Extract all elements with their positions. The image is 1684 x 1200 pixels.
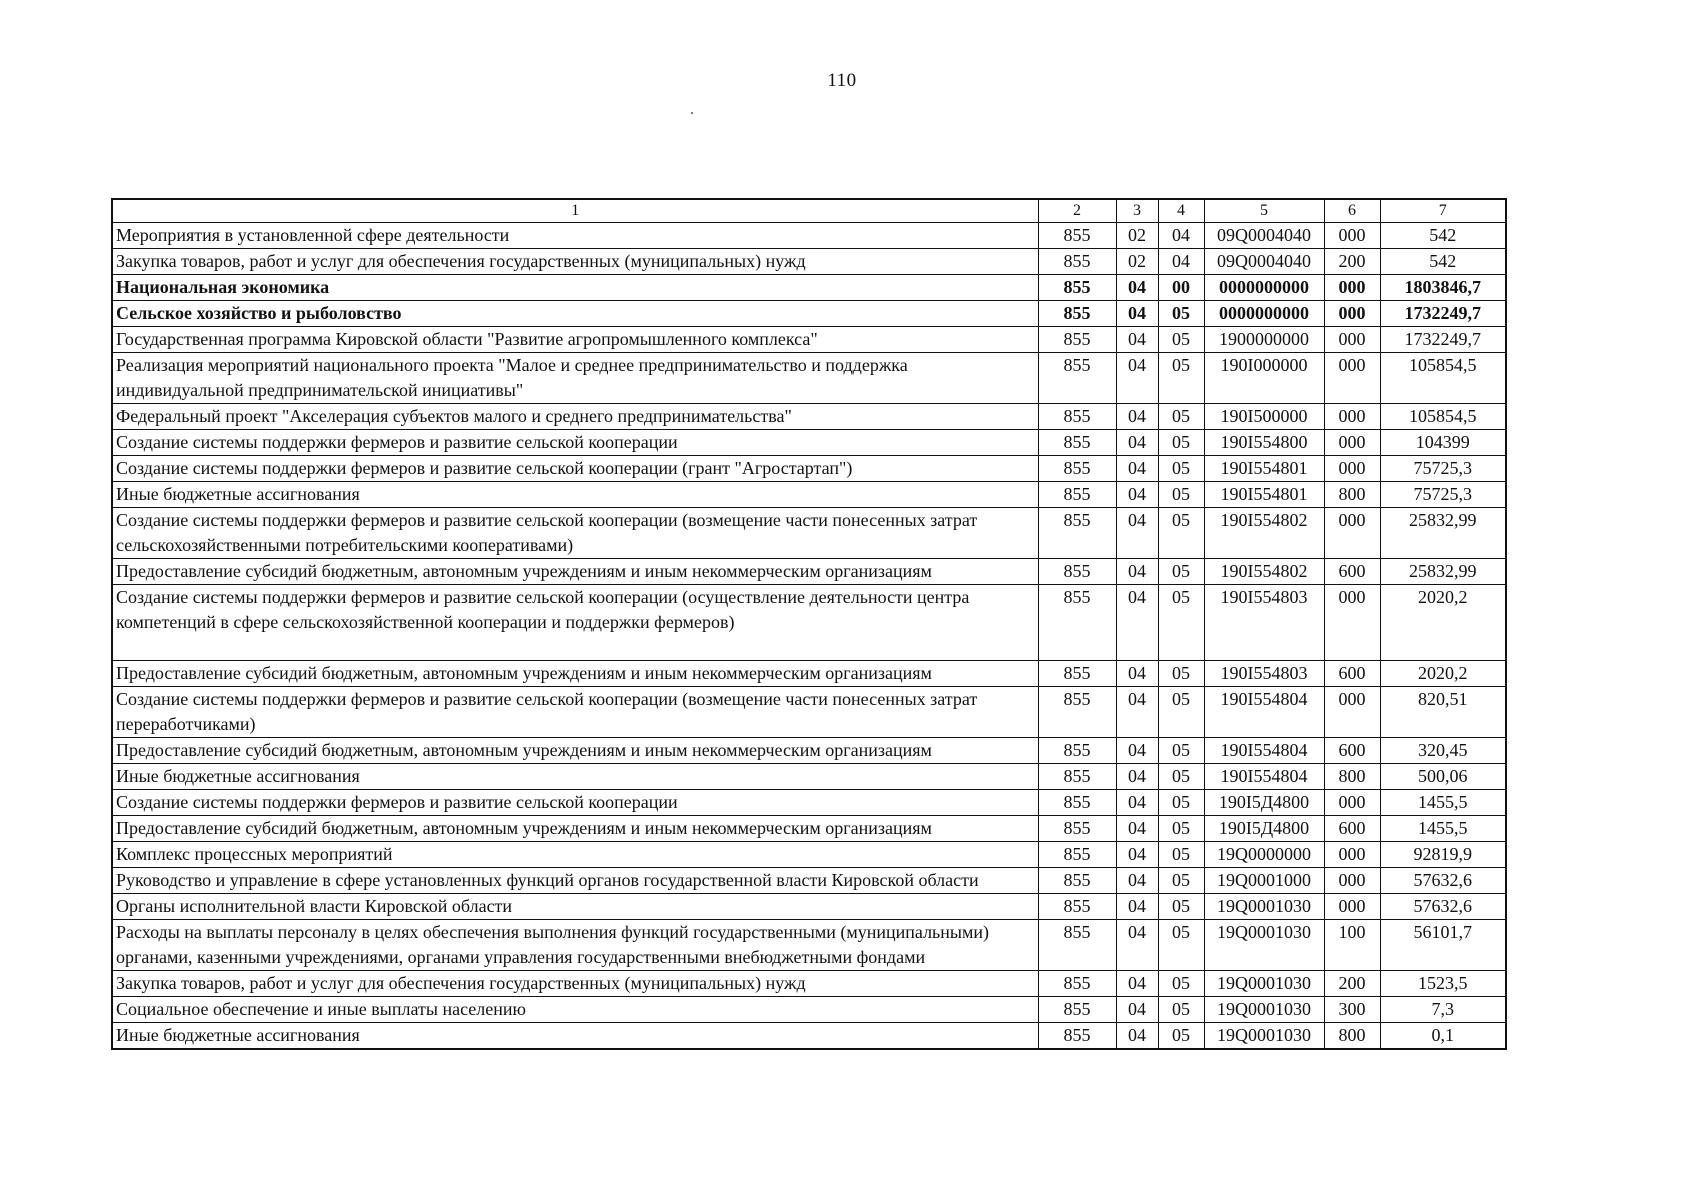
row-expense-type-cell: 000 [1324,842,1380,868]
table-row [112,1023,1506,1050]
row-amount-cell: 542 [1380,223,1506,249]
row-amount-cell: 105854,5 [1380,353,1506,404]
row-admin-code-cell: 855 [1038,1023,1116,1050]
row-name-cell: Создание системы поддержки фермеров и развитие сельской кооперации (грант "Агростартап") [112,456,1038,482]
row-target-article-cell: 19Q0000000 [1204,842,1324,868]
row-admin-code-cell: 855 [1038,920,1116,971]
row-admin-code-cell: 855 [1038,842,1116,868]
row-amount-cell: 104399 [1380,430,1506,456]
row-target-article-cell: 19Q0001030 [1204,997,1324,1023]
row-section-cell: 04 [1116,920,1158,971]
row-admin-code-cell: 855 [1038,868,1116,894]
row-admin-code-cell: 855 [1038,738,1116,764]
row-target-article-cell: 190I554802 [1204,559,1324,585]
row-name-cell: Закупка товаров, работ и услуг для обеспечения государственных (муниципальных) нужд [112,249,1038,275]
table-row [112,868,1506,894]
row-target-article-cell: 190I554801 [1204,482,1324,508]
table-row [112,585,1506,661]
scan-speck [691,112,693,114]
row-admin-code-cell: 855 [1038,816,1116,842]
row-admin-code-cell: 855 [1038,997,1116,1023]
table-row [112,687,1506,738]
row-target-article-cell: 190I554804 [1204,687,1324,738]
row-amount-cell: 75725,3 [1380,482,1506,508]
header-col-4: 4 [1158,199,1204,223]
row-subsection-cell: 04 [1158,249,1204,275]
row-section-cell: 02 [1116,223,1158,249]
header-col-2: 2 [1038,199,1116,223]
row-amount-cell: 75725,3 [1380,456,1506,482]
row-expense-type-cell: 600 [1324,816,1380,842]
row-section-cell: 04 [1116,842,1158,868]
row-target-article-cell: 190I554802 [1204,508,1324,559]
row-target-article-cell: 190I5Д4800 [1204,816,1324,842]
row-name-cell: Комплекс процессных мероприятий [112,842,1038,868]
row-target-article-cell: 190I5Д4800 [1204,790,1324,816]
row-subsection-cell: 05 [1158,585,1204,661]
row-subsection-cell: 05 [1158,404,1204,430]
row-admin-code-cell: 855 [1038,223,1116,249]
header-row [112,199,1506,223]
row-target-article-cell: 1900000000 [1204,327,1324,353]
table-row [112,738,1506,764]
row-admin-code-cell: 855 [1038,971,1116,997]
row-amount-cell: 25832,99 [1380,508,1506,559]
row-target-article-cell: 09Q0004040 [1204,249,1324,275]
row-admin-code-cell: 855 [1038,585,1116,661]
table-row [112,353,1506,404]
table-row [112,971,1506,997]
row-amount-cell: 25832,99 [1380,559,1506,585]
row-amount-cell: 1455,5 [1380,790,1506,816]
row-amount-cell: 500,06 [1380,764,1506,790]
row-expense-type-cell: 000 [1324,430,1380,456]
row-amount-cell: 57632,6 [1380,894,1506,920]
table-row [112,508,1506,559]
row-subsection-cell: 05 [1158,661,1204,687]
table-row [112,301,1506,327]
row-target-article-cell: 19Q0001000 [1204,868,1324,894]
row-section-cell: 02 [1116,249,1158,275]
row-admin-code-cell: 855 [1038,430,1116,456]
row-amount-cell: 57632,6 [1380,868,1506,894]
row-admin-code-cell: 855 [1038,249,1116,275]
row-subsection-cell: 05 [1158,868,1204,894]
row-expense-type-cell: 000 [1324,353,1380,404]
table-row [112,790,1506,816]
row-expense-type-cell: 600 [1324,661,1380,687]
row-target-article-cell: 190I554804 [1204,764,1324,790]
row-subsection-cell: 05 [1158,327,1204,353]
row-target-article-cell: 190I000000 [1204,353,1324,404]
table-row [112,920,1506,971]
table-row [112,404,1506,430]
header-col-1: 1 [112,199,1038,223]
row-amount-cell: 105854,5 [1380,404,1506,430]
row-subsection-cell: 05 [1158,920,1204,971]
row-name-cell: Создание системы поддержки фермеров и развитие сельской кооперации (возмещение части понесенных затрат сельскохозяйственными потребительскими кооперативами) [112,508,1038,559]
table-row [112,816,1506,842]
row-expense-type-cell: 600 [1324,738,1380,764]
row-expense-type-cell: 000 [1324,585,1380,661]
row-subsection-cell: 05 [1158,764,1204,790]
row-name-cell: Федеральный проект "Акселерация субъектов малого и среднего предпринимательства" [112,404,1038,430]
row-amount-cell: 56101,7 [1380,920,1506,971]
row-expense-type-cell: 800 [1324,764,1380,790]
row-name-cell: Национальная экономика [112,275,1038,301]
row-admin-code-cell: 855 [1038,559,1116,585]
row-section-cell: 04 [1116,1023,1158,1050]
row-section-cell: 04 [1116,868,1158,894]
header-col-3: 3 [1116,199,1158,223]
table-row [112,997,1506,1023]
row-section-cell: 04 [1116,894,1158,920]
row-admin-code-cell: 855 [1038,301,1116,327]
budget-table-container [111,198,1481,1050]
table-row [112,559,1506,585]
row-admin-code-cell: 855 [1038,353,1116,404]
row-section-cell: 04 [1116,508,1158,559]
row-section-cell: 04 [1116,585,1158,661]
row-section-cell: 04 [1116,816,1158,842]
row-name-cell: Создание системы поддержки фермеров и развитие сельской кооперации [112,430,1038,456]
table-row [112,482,1506,508]
row-amount-cell: 1732249,7 [1380,301,1506,327]
row-amount-cell: 820,51 [1380,687,1506,738]
page-number: 110 [827,70,857,91]
row-section-cell: 04 [1116,301,1158,327]
row-expense-type-cell: 600 [1324,559,1380,585]
row-section-cell: 04 [1116,997,1158,1023]
row-name-cell: Предоставление субсидий бюджетным, автономным учреждениям и иным некоммерческим организациям [112,661,1038,687]
row-name-cell: Иные бюджетные ассигнования [112,764,1038,790]
row-target-article-cell: 19Q0001030 [1204,920,1324,971]
row-name-cell: Реализация мероприятий национального проекта "Малое и среднее предпринимательство и поддержка индивидуальной предпринимательской инициативы" [112,353,1038,404]
row-name-cell: Создание системы поддержки фермеров и развитие сельской кооперации (осуществление деятельности центра компетенций в сфере сельскохозяйственной кооперации и поддержки фермеров) [112,585,1038,661]
row-admin-code-cell: 855 [1038,508,1116,559]
table-row [112,661,1506,687]
table-row [112,894,1506,920]
row-section-cell: 04 [1116,275,1158,301]
row-subsection-cell: 05 [1158,842,1204,868]
row-expense-type-cell: 000 [1324,456,1380,482]
row-name-cell: Предоставление субсидий бюджетным, автономным учреждениям и иным некоммерческим организациям [112,816,1038,842]
row-target-article-cell: 190I554804 [1204,738,1324,764]
row-section-cell: 04 [1116,738,1158,764]
row-target-article-cell: 19Q0001030 [1204,971,1324,997]
row-target-article-cell: 190I554803 [1204,585,1324,661]
table-row [112,764,1506,790]
row-expense-type-cell: 000 [1324,327,1380,353]
table-body [112,223,1506,1050]
row-name-cell: Сельское хозяйство и рыболовство [112,301,1038,327]
row-section-cell: 04 [1116,764,1158,790]
row-admin-code-cell: 855 [1038,894,1116,920]
row-expense-type-cell: 000 [1324,301,1380,327]
row-admin-code-cell: 855 [1038,764,1116,790]
row-amount-cell: 1732249,7 [1380,327,1506,353]
row-subsection-cell: 04 [1158,223,1204,249]
row-subsection-cell: 05 [1158,738,1204,764]
row-admin-code-cell: 855 [1038,456,1116,482]
row-amount-cell: 0,1 [1380,1023,1506,1050]
row-expense-type-cell: 000 [1324,790,1380,816]
row-section-cell: 04 [1116,327,1158,353]
row-section-cell: 04 [1116,430,1158,456]
row-amount-cell: 1803846,7 [1380,275,1506,301]
row-admin-code-cell: 855 [1038,482,1116,508]
row-subsection-cell: 05 [1158,971,1204,997]
row-name-cell: Расходы на выплаты персоналу в целях обеспечения выполнения функций государственными (муниципальными) органами, казенными учреждениями, органами управления государственными внебюджетными фондами [112,920,1038,971]
row-subsection-cell: 05 [1158,816,1204,842]
row-subsection-cell: 05 [1158,482,1204,508]
budget-table [111,198,1507,1050]
row-target-article-cell: 190I554803 [1204,661,1324,687]
row-subsection-cell: 05 [1158,559,1204,585]
row-name-cell: Создание системы поддержки фермеров и развитие сельской кооперации (возмещение части понесенных затрат переработчиками) [112,687,1038,738]
row-admin-code-cell: 855 [1038,790,1116,816]
row-target-article-cell: 0000000000 [1204,301,1324,327]
row-amount-cell: 320,45 [1380,738,1506,764]
row-admin-code-cell: 855 [1038,687,1116,738]
row-name-cell: Органы исполнительной власти Кировской области [112,894,1038,920]
row-target-article-cell: 19Q0001030 [1204,1023,1324,1050]
row-section-cell: 04 [1116,971,1158,997]
row-subsection-cell: 05 [1158,508,1204,559]
row-expense-type-cell: 000 [1324,508,1380,559]
table-row [112,327,1506,353]
row-name-cell: Руководство и управление в сфере установленных функций органов государственной власти Кировской области [112,868,1038,894]
row-admin-code-cell: 855 [1038,661,1116,687]
row-name-cell: Создание системы поддержки фермеров и развитие сельской кооперации [112,790,1038,816]
row-target-article-cell: 09Q0004040 [1204,223,1324,249]
row-subsection-cell: 05 [1158,430,1204,456]
row-name-cell: Предоставление субсидий бюджетным, автономным учреждениям и иным некоммерческим организациям [112,738,1038,764]
row-name-cell: Иные бюджетные ассигнования [112,482,1038,508]
row-expense-type-cell: 000 [1324,223,1380,249]
header-col-7: 7 [1380,199,1506,223]
row-section-cell: 04 [1116,404,1158,430]
row-target-article-cell: 190I554800 [1204,430,1324,456]
row-subsection-cell: 00 [1158,275,1204,301]
row-admin-code-cell: 855 [1038,327,1116,353]
table-row [112,842,1506,868]
row-admin-code-cell: 855 [1038,275,1116,301]
row-section-cell: 04 [1116,353,1158,404]
row-name-cell: Социальное обеспечение и иные выплаты населению [112,997,1038,1023]
row-subsection-cell: 05 [1158,997,1204,1023]
header-col-6: 6 [1324,199,1380,223]
row-amount-cell: 542 [1380,249,1506,275]
row-section-cell: 04 [1116,687,1158,738]
row-target-article-cell: 0000000000 [1204,275,1324,301]
row-subsection-cell: 05 [1158,456,1204,482]
row-amount-cell: 2020,2 [1380,661,1506,687]
row-section-cell: 04 [1116,559,1158,585]
row-expense-type-cell: 100 [1324,920,1380,971]
row-amount-cell: 1455,5 [1380,816,1506,842]
row-amount-cell: 2020,2 [1380,585,1506,661]
row-subsection-cell: 05 [1158,1023,1204,1050]
row-section-cell: 04 [1116,661,1158,687]
row-expense-type-cell: 000 [1324,687,1380,738]
row-name-cell: Государственная программа Кировской области "Развитие агропромышленного комплекса" [112,327,1038,353]
row-expense-type-cell: 200 [1324,249,1380,275]
row-expense-type-cell: 200 [1324,971,1380,997]
row-name-cell: Мероприятия в установленной сфере деятельности [112,223,1038,249]
row-target-article-cell: 19Q0001030 [1204,894,1324,920]
row-subsection-cell: 05 [1158,301,1204,327]
row-admin-code-cell: 855 [1038,404,1116,430]
row-subsection-cell: 05 [1158,894,1204,920]
row-subsection-cell: 05 [1158,790,1204,816]
row-expense-type-cell: 800 [1324,1023,1380,1050]
table-row [112,275,1506,301]
row-amount-cell: 92819,9 [1380,842,1506,868]
row-expense-type-cell: 000 [1324,404,1380,430]
row-expense-type-cell: 000 [1324,275,1380,301]
row-name-cell: Иные бюджетные ассигнования [112,1023,1038,1050]
table-row [112,430,1506,456]
row-amount-cell: 1523,5 [1380,971,1506,997]
row-expense-type-cell: 000 [1324,868,1380,894]
table-row [112,249,1506,275]
row-subsection-cell: 05 [1158,353,1204,404]
row-section-cell: 04 [1116,456,1158,482]
header-col-5: 5 [1204,199,1324,223]
row-name-cell: Закупка товаров, работ и услуг для обеспечения государственных (муниципальных) нужд [112,971,1038,997]
table-row [112,223,1506,249]
row-expense-type-cell: 300 [1324,997,1380,1023]
row-target-article-cell: 190I500000 [1204,404,1324,430]
row-section-cell: 04 [1116,790,1158,816]
row-expense-type-cell: 000 [1324,894,1380,920]
table-row [112,456,1506,482]
row-target-article-cell: 190I554801 [1204,456,1324,482]
row-expense-type-cell: 800 [1324,482,1380,508]
row-amount-cell: 7,3 [1380,997,1506,1023]
row-subsection-cell: 05 [1158,687,1204,738]
row-name-cell: Предоставление субсидий бюджетным, автономным учреждениям и иным некоммерческим организациям [112,559,1038,585]
row-section-cell: 04 [1116,482,1158,508]
